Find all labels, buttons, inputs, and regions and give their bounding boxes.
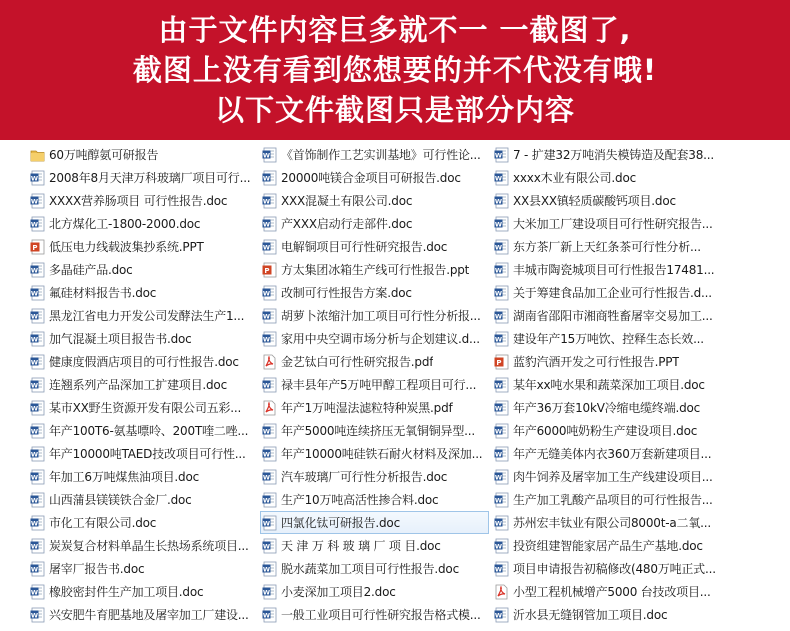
svg-text:W: W <box>262 541 271 550</box>
file-item[interactable] <box>492 327 721 350</box>
file-item[interactable] <box>28 488 257 511</box>
file-name: 年产5000吨连续挤压无氧铜铜异型... <box>281 424 475 438</box>
file-name: 连翘系列产品深加工扩建项目.doc <box>49 378 227 392</box>
word-doc-icon <box>262 285 277 301</box>
svg-text:W: W <box>262 587 271 596</box>
svg-text:W: W <box>30 334 39 343</box>
file-name: 肉牛饲养及屠宰加工生产线建设项目... <box>513 470 713 484</box>
word-doc-icon <box>262 423 277 439</box>
file-name: 脱水蔬菜加工项目可行性报告.doc <box>281 562 459 576</box>
file-name: 20000吨镁合金项目可研报告.doc <box>281 171 461 185</box>
file-name: 苏州宏丰钛业有限公司8000t-a二氧... <box>513 516 711 530</box>
svg-text:W: W <box>262 173 271 182</box>
word-doc-icon <box>494 262 509 278</box>
file-name: 年加工6万吨煤焦油项目.doc <box>49 470 200 484</box>
file-name: 2008年8月天津万科玻璃厂项目可行... <box>49 171 251 185</box>
word-doc-icon <box>262 239 277 255</box>
svg-text:W: W <box>30 196 39 205</box>
file-item[interactable] <box>28 281 257 304</box>
file-item[interactable] <box>28 580 257 603</box>
file-item[interactable] <box>260 189 489 212</box>
word-doc-icon <box>494 400 509 416</box>
file-name: 7 - 扩建32万吨消失模铸造及配套38... <box>513 148 714 162</box>
file-item[interactable] <box>260 396 489 419</box>
file-item[interactable] <box>492 396 721 419</box>
file-item[interactable] <box>492 212 721 235</box>
file-item[interactable] <box>492 557 721 580</box>
file-item[interactable] <box>260 373 489 396</box>
file-name: 沂水县无缝钢管加工项目.doc <box>513 608 668 622</box>
word-doc-icon <box>262 331 277 347</box>
file-name: 家用中央空调市场分析与企划建议.d... <box>281 332 480 346</box>
file-name: 项目申请报告初稿修改(480万吨正式... <box>513 562 716 576</box>
file-name: 兴安肥牛育肥基地及屠宰加工厂建设... <box>49 608 249 622</box>
file-name: 电解铜项目可行性研究报告.doc <box>281 240 448 254</box>
file-item[interactable] <box>492 304 721 327</box>
banner-line-2: 截图上没有看到您想要的并不代没有哦! <box>132 53 658 87</box>
word-doc-icon <box>30 377 45 393</box>
svg-text:W: W <box>30 449 39 458</box>
word-doc-icon <box>494 308 509 324</box>
word-doc-icon <box>262 607 277 623</box>
file-item[interactable] <box>260 258 489 281</box>
word-doc-icon <box>494 515 509 531</box>
word-doc-icon <box>262 561 277 577</box>
word-doc-icon <box>494 446 509 462</box>
file-item[interactable] <box>492 534 721 557</box>
banner <box>0 0 790 140</box>
file-item[interactable] <box>260 350 489 373</box>
banner-line-1: 由于文件内容巨多就不一 一截图了, <box>158 13 632 47</box>
word-doc-icon <box>262 446 277 462</box>
svg-text:W: W <box>30 587 39 596</box>
word-doc-icon <box>494 469 509 485</box>
file-name: 年产6000吨奶粉生产建设项目.doc <box>513 424 698 438</box>
file-name: 某年xx吨水果和蔬菜深加工项目.doc <box>513 378 705 392</box>
file-name: 年产无缝美体内衣360万套新建项目... <box>513 447 712 461</box>
svg-text:W: W <box>30 265 39 274</box>
word-doc-icon <box>30 216 45 232</box>
file-item[interactable] <box>260 212 489 235</box>
file-item[interactable] <box>260 534 489 557</box>
svg-text:W: W <box>494 518 503 527</box>
word-doc-icon <box>494 492 509 508</box>
word-doc-icon <box>494 147 509 163</box>
svg-text:W: W <box>494 265 503 274</box>
file-item[interactable] <box>492 258 721 281</box>
file-name: 年产1万吨湿法滤粒特种炭黑.pdf <box>281 401 453 415</box>
ppt-icon <box>30 239 45 255</box>
svg-text:W: W <box>494 426 503 435</box>
word-doc-icon <box>262 193 277 209</box>
svg-text:W: W <box>30 426 39 435</box>
svg-text:W: W <box>262 380 271 389</box>
svg-text:P: P <box>496 358 502 367</box>
file-name: XX县XX镇轻质碳酸钙项目.doc <box>513 194 676 208</box>
svg-text:W: W <box>494 564 503 573</box>
file-item[interactable] <box>260 603 489 626</box>
svg-text:W: W <box>30 288 39 297</box>
file-item[interactable] <box>492 350 721 373</box>
file-item[interactable] <box>260 419 489 442</box>
file-name: 健康度假酒店项目的可行性报告.doc <box>49 355 239 369</box>
file-name: 一般工业项目可行性研究报告格式模... <box>281 608 481 622</box>
svg-text:W: W <box>262 150 271 159</box>
svg-text:W: W <box>494 472 503 481</box>
file-item[interactable] <box>492 419 721 442</box>
file-item[interactable] <box>260 557 489 580</box>
file-name: 小型工程机械增产5000 台技改项目... <box>513 585 711 599</box>
file-name: 60万吨醇氨可研报告 <box>49 148 159 162</box>
svg-text:W: W <box>30 403 39 412</box>
file-name: 金艺钛白可行性研究报告.pdf <box>281 355 434 369</box>
svg-text:W: W <box>494 196 503 205</box>
file-name: 天 津 万 科 玻 璃 厂 项 目.doc <box>281 539 441 553</box>
word-doc-icon <box>494 377 509 393</box>
svg-text:W: W <box>262 219 271 228</box>
file-name: 禄丰县年产5万吨甲醇工程项目可行... <box>281 378 477 392</box>
svg-text:W: W <box>262 564 271 573</box>
word-doc-icon <box>30 193 45 209</box>
file-item[interactable] <box>260 327 489 350</box>
svg-text:W: W <box>494 219 503 228</box>
file-name: 年产10000吨硅铁石耐火材料及深加... <box>281 447 483 461</box>
file-item[interactable] <box>28 258 257 281</box>
svg-text:W: W <box>494 541 503 550</box>
word-doc-icon <box>262 308 277 324</box>
svg-text:W: W <box>30 564 39 573</box>
pdf-icon <box>494 584 509 600</box>
word-doc-icon <box>494 170 509 186</box>
svg-text:W: W <box>30 219 39 228</box>
file-name: 山西蒲县镁镁铁合金厂.doc <box>49 493 192 507</box>
word-doc-icon <box>262 515 277 531</box>
file-name: 黑龙江省电力开发公司发酵法生产1... <box>49 309 245 323</box>
word-doc-icon <box>30 170 45 186</box>
word-doc-icon <box>30 331 45 347</box>
file-name: 产XXX启动行走部件.doc <box>281 217 413 231</box>
file-item[interactable] <box>260 488 489 511</box>
file-name: XXX混凝土有限公司.doc <box>281 194 413 208</box>
ppt-icon <box>262 262 277 278</box>
file-item[interactable] <box>260 442 489 465</box>
word-doc-icon <box>262 216 277 232</box>
file-name: 炭炭复合材料单晶生长热场系统项目... <box>49 539 249 553</box>
file-item[interactable] <box>28 465 257 488</box>
word-doc-icon <box>30 469 45 485</box>
word-doc-icon <box>262 377 277 393</box>
file-name: 方太集团冰箱生产线可行性报告.ppt <box>281 263 470 277</box>
file-name: 东方茶厂新上天红条茶可行性分析... <box>513 240 701 254</box>
svg-text:W: W <box>262 610 271 619</box>
file-name: 大米加工厂建设项目可行性研究报告... <box>513 217 713 231</box>
file-item[interactable] <box>28 143 257 166</box>
svg-text:P: P <box>32 243 38 252</box>
file-name: 屠宰厂报告书.doc <box>49 562 145 576</box>
word-doc-icon <box>30 262 45 278</box>
word-doc-icon <box>30 584 45 600</box>
file-name: 生产10万吨高活性掺合料.doc <box>281 493 439 507</box>
svg-text:W: W <box>262 242 271 251</box>
file-item[interactable] <box>260 143 489 166</box>
svg-text:W: W <box>262 426 271 435</box>
svg-text:W: W <box>262 196 271 205</box>
file-name: 年产36万套10kV冷缩电缆终端.doc <box>513 401 701 415</box>
file-item[interactable] <box>28 442 257 465</box>
word-doc-icon <box>494 538 509 554</box>
file-name: 四氯化钛可研报告.doc <box>281 516 400 530</box>
word-doc-icon <box>262 584 277 600</box>
file-name: 氟硅材料报告书.doc <box>49 286 157 300</box>
file-item[interactable] <box>260 580 489 603</box>
word-doc-icon <box>30 354 45 370</box>
svg-text:W: W <box>494 495 503 504</box>
word-doc-icon <box>262 147 277 163</box>
svg-text:W: W <box>30 495 39 504</box>
ppt-icon <box>494 354 509 370</box>
word-doc-icon <box>30 285 45 301</box>
file-name: 多晶硅产品.doc <box>49 263 133 277</box>
svg-text:W: W <box>262 472 271 481</box>
svg-text:W: W <box>30 173 39 182</box>
svg-text:W: W <box>30 472 39 481</box>
file-name: 改制可行性报告方案.doc <box>281 286 412 300</box>
file-item[interactable] <box>492 189 721 212</box>
svg-text:W: W <box>262 518 271 527</box>
file-item[interactable] <box>260 465 489 488</box>
svg-text:W: W <box>30 518 39 527</box>
file-item[interactable] <box>492 143 721 166</box>
file-name: 湖南省邵阳市湘商牲畜屠宰交易加工... <box>513 309 713 323</box>
file-item[interactable] <box>28 212 257 235</box>
file-name: 丰城市陶瓷城项目可行性报告17481... <box>513 263 715 277</box>
folder-icon <box>30 147 45 163</box>
file-item[interactable] <box>28 166 257 189</box>
word-doc-icon <box>494 239 509 255</box>
svg-text:W: W <box>262 311 271 320</box>
file-item[interactable] <box>28 557 257 580</box>
file-name: 小麦深加工项目2.doc <box>281 585 396 599</box>
word-doc-icon <box>30 538 45 554</box>
word-doc-icon <box>30 561 45 577</box>
svg-text:W: W <box>262 495 271 504</box>
file-item[interactable] <box>260 304 489 327</box>
word-doc-icon <box>30 423 45 439</box>
banner-line-3: 以下文件截图只是部分内容 <box>214 93 575 127</box>
file-item[interactable] <box>28 235 257 258</box>
file-item[interactable] <box>28 327 257 350</box>
svg-text:W: W <box>494 150 503 159</box>
word-doc-icon <box>262 170 277 186</box>
word-doc-icon <box>494 423 509 439</box>
svg-text:W: W <box>494 403 503 412</box>
word-doc-icon <box>262 538 277 554</box>
word-doc-icon <box>30 400 45 416</box>
file-name: 低压电力线载波集抄系统.PPT <box>49 240 204 254</box>
file-list <box>28 143 788 629</box>
file-item[interactable] <box>28 534 257 557</box>
file-item[interactable] <box>260 281 489 304</box>
file-name: 某市XX野生资源开发有限公司五彩... <box>49 401 242 415</box>
file-item[interactable] <box>28 396 257 419</box>
svg-text:W: W <box>494 173 503 182</box>
file-item[interactable] <box>492 511 721 534</box>
file-item[interactable] <box>492 235 721 258</box>
file-name: 汽车玻璃厂可行性分析报告.doc <box>281 470 448 484</box>
file-item[interactable] <box>492 603 721 626</box>
file-item[interactable] <box>260 511 489 534</box>
svg-text:W: W <box>494 242 503 251</box>
file-item[interactable] <box>28 304 257 327</box>
svg-text:W: W <box>494 311 503 320</box>
svg-text:W: W <box>30 610 39 619</box>
file-item[interactable] <box>492 281 721 304</box>
word-doc-icon <box>494 607 509 623</box>
file-name: 年产100T6-氨基嘌呤、200T喹二唑... <box>49 424 249 438</box>
word-doc-icon <box>262 469 277 485</box>
word-doc-icon <box>262 492 277 508</box>
svg-text:W: W <box>262 449 271 458</box>
svg-text:W: W <box>30 541 39 550</box>
file-name: 投资组建智能家居产品生产基地.doc <box>513 539 703 553</box>
word-doc-icon <box>30 492 45 508</box>
file-name: 北方煤化工-1800-2000.doc <box>49 217 201 231</box>
svg-text:W: W <box>494 288 503 297</box>
file-item[interactable] <box>28 511 257 534</box>
word-doc-icon <box>494 193 509 209</box>
file-name: 关于筹建食品加工企业可行性报告.d... <box>513 286 712 300</box>
svg-text:W: W <box>262 334 271 343</box>
file-item[interactable] <box>492 488 721 511</box>
svg-text:P: P <box>264 266 270 275</box>
word-doc-icon <box>30 607 45 623</box>
word-doc-icon <box>494 331 509 347</box>
file-item[interactable] <box>260 235 489 258</box>
file-name: 《首饰制作工艺实训基地》可行性论... <box>281 148 481 162</box>
svg-text:W: W <box>30 311 39 320</box>
file-item[interactable] <box>492 580 721 603</box>
svg-text:W: W <box>494 334 503 343</box>
file-name: 橡胶密封件生产加工项目.doc <box>49 585 204 599</box>
file-item[interactable] <box>492 465 721 488</box>
file-name: 加气混凝土项目报告书.doc <box>49 332 192 346</box>
file-name: 市化工有限公司.doc <box>49 516 157 530</box>
file-name: 胡萝卜浓缩汁加工项目可行性分析报... <box>281 309 481 323</box>
file-item[interactable] <box>28 189 257 212</box>
svg-text:W: W <box>494 449 503 458</box>
word-doc-icon <box>30 515 45 531</box>
file-name: 蓝豹汽酒开发之可行性报告.PPT <box>513 355 680 369</box>
file-item[interactable] <box>28 603 257 626</box>
word-doc-icon <box>494 285 509 301</box>
pdf-icon <box>262 354 277 370</box>
pdf-icon <box>262 400 277 416</box>
file-item[interactable] <box>260 166 489 189</box>
file-name: XXXX营养肠项目 可行性报告.doc <box>49 194 228 208</box>
word-doc-icon <box>30 308 45 324</box>
svg-text:W: W <box>30 357 39 366</box>
svg-text:W: W <box>494 380 503 389</box>
svg-text:W: W <box>30 380 39 389</box>
svg-text:W: W <box>262 288 271 297</box>
file-item[interactable] <box>28 419 257 442</box>
file-item[interactable] <box>492 442 721 465</box>
word-doc-icon <box>494 216 509 232</box>
word-doc-icon <box>30 446 45 462</box>
file-item[interactable] <box>28 350 257 373</box>
file-item[interactable] <box>492 166 721 189</box>
file-item[interactable] <box>28 373 257 396</box>
file-item[interactable] <box>492 373 721 396</box>
file-name: xxxx木业有限公司.doc <box>513 171 636 185</box>
file-name: 生产加工乳酸产品项目的可行性报告... <box>513 493 713 507</box>
file-name: 年产10000吨TAED技改项目可行性... <box>49 447 246 461</box>
word-doc-icon <box>494 561 509 577</box>
file-name: 建设年产15万吨饮、控释生态长效... <box>513 332 704 346</box>
svg-text:W: W <box>494 610 503 619</box>
